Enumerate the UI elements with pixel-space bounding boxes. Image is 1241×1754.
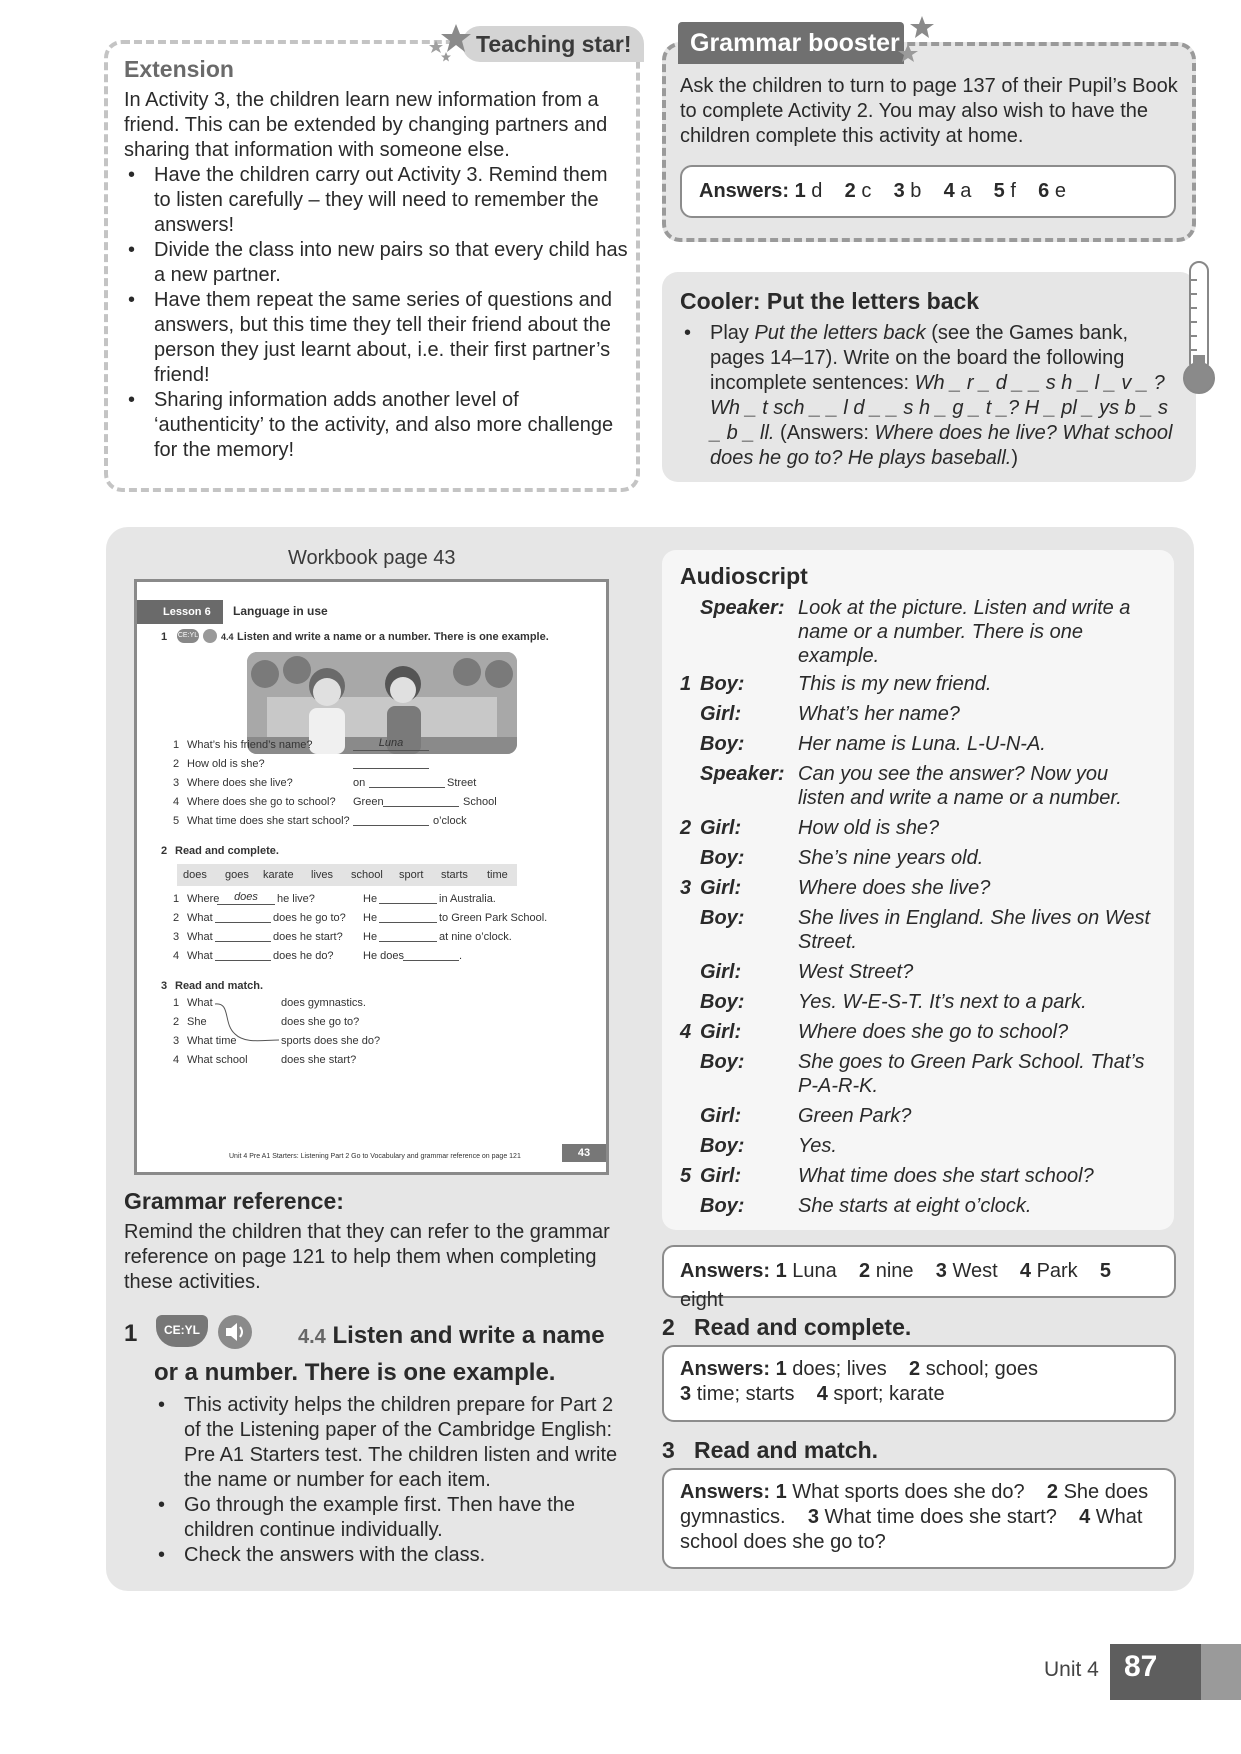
line-number: 3	[680, 877, 692, 899]
wb-ex3-right: does she go to?	[281, 1016, 360, 1028]
extension-bullets	[124, 163, 628, 463]
answer-value: school; goes	[925, 1358, 1038, 1380]
line-number: 5	[680, 1165, 692, 1187]
wb-post: Street	[447, 777, 477, 789]
activity1-title-text: Listen and write a name or a number. There is one example.	[154, 1322, 605, 1386]
activity1-bullet: • This activity helps the children prepare for Part 2 of the Listening paper of the Cambridge English: Pre A1 Starters test. The children listen and write the name or number for each item.	[154, 1393, 624, 1493]
answer-value: eight	[680, 1289, 724, 1311]
audioscript-line	[680, 1194, 1180, 1218]
wb-ex2-d: in Australia.	[439, 893, 496, 905]
wb-answer-example: Luna	[353, 736, 429, 751]
wb-q: How old is she?	[187, 758, 265, 770]
answer-num: 3	[680, 1383, 692, 1405]
line-text: This is my new friend.	[798, 673, 992, 695]
wb-ex2-c: He	[363, 912, 378, 924]
wb-post: o’clock	[433, 815, 467, 827]
wb-ex1-num: 1	[161, 631, 168, 643]
wb-word: karate	[263, 869, 294, 881]
grammar-reference-title: Grammar reference:	[124, 1188, 344, 1214]
speaker: Boy:	[700, 673, 745, 695]
wb-ex2-c: He	[363, 893, 378, 905]
answer-value: e	[1054, 180, 1066, 202]
wb-ex3-left: What time	[187, 1035, 237, 1047]
wb-ex2-fill: does	[217, 890, 275, 905]
audioscript-line	[680, 1104, 1180, 1128]
speaker: Boy:	[700, 847, 745, 869]
wb-q-num: 2	[173, 758, 180, 770]
extension-bullet: • Divide the class into new pairs so that every child has a new partner.	[124, 238, 628, 288]
wb-word-bank	[177, 864, 517, 886]
teaching-star-tab	[462, 26, 644, 62]
wb-ex2-a: Where	[187, 893, 220, 905]
answer-value: time; starts	[696, 1383, 795, 1405]
extension-intro: In Activity 3, the children learn new information from a friend. This can be extended by changing partners and sharing that information with someone else.	[124, 89, 608, 161]
audioscript-line	[680, 1164, 1180, 1188]
cooler-body	[680, 321, 1182, 471]
answer-value: does; lives	[792, 1358, 887, 1380]
answer-value: Luna	[792, 1260, 837, 1282]
wb-ex3-num-item: 1	[173, 997, 180, 1009]
audioscript-line	[680, 846, 1180, 870]
answer-num: 2	[859, 1260, 871, 1282]
wb-q: What time does she start school?	[187, 815, 350, 827]
wb-ex2-c: He	[363, 931, 378, 943]
wb-ex3-num-item: 2	[173, 1016, 180, 1028]
wb-ex3-num-item: 4	[173, 1054, 180, 1066]
speaker: Boy:	[700, 733, 745, 755]
lesson-title: Language in use	[233, 604, 328, 618]
answers-label: Answers:	[680, 1358, 771, 1380]
wb-ex2-item-num: 1	[173, 893, 180, 905]
answer-num: 2	[844, 180, 856, 202]
wb-word: school	[351, 869, 383, 881]
activity3-answers	[662, 1468, 1176, 1569]
extension-bullet: • Have them repeat the same series of questions and answers, but this time they tell their friend about the person they just learnt about, i.e. their first partner’s friend!	[124, 288, 628, 388]
wb-q-num: 5	[173, 815, 180, 827]
wb-pre: Green	[353, 796, 384, 808]
cooler-text: (see the Games bank, pages 14–17). Write on the board the following incomplete sentences:	[710, 322, 1129, 394]
activity1-bullet: • Go through the example first. Then have the children continue individually.	[154, 1493, 624, 1543]
answer-num: 5	[993, 180, 1005, 202]
answer-value: nine	[875, 1260, 914, 1282]
audioscript-line	[680, 596, 1180, 668]
activity1-answers	[662, 1245, 1176, 1311]
wb-ex3-right: does she start?	[281, 1054, 357, 1066]
line-number: 2	[680, 817, 692, 839]
audioscript-line	[680, 672, 1180, 696]
answer-value: b	[910, 180, 922, 202]
answer-num: 3	[935, 1260, 947, 1282]
wb-ex2-num: 2	[161, 845, 168, 857]
answers-label: Answers:	[680, 1260, 771, 1282]
extension-title: Extension	[124, 56, 234, 82]
cooler-bullets	[680, 321, 1182, 471]
workbook-page-image	[134, 579, 609, 1175]
activity2-title: Read and complete.	[693, 1314, 912, 1340]
line-text: How old is she?	[798, 817, 940, 839]
grammar-booster-body	[680, 74, 1180, 149]
wb-blank	[379, 930, 437, 942]
wb-blank	[379, 911, 437, 923]
wb-word: lives	[311, 869, 334, 881]
wb-blank	[215, 949, 271, 961]
line-text: Look at the picture. Listen and write a name or a number. There is one example.	[798, 597, 1131, 667]
speaker: Girl:	[700, 961, 742, 983]
activity1-bullet: • Check the answers with the class.	[154, 1543, 624, 1568]
wb-blank	[353, 814, 429, 826]
wb-blank	[353, 757, 429, 769]
line-text: Green Park?	[798, 1105, 912, 1127]
speaker: Boy:	[700, 1195, 745, 1217]
wb-q-num: 1	[173, 739, 180, 751]
answer-value: What sports does she do?	[792, 1481, 1025, 1503]
audioscript-line	[680, 990, 1180, 1014]
line-text: What’s her name?	[798, 703, 960, 725]
lesson-badge: Lesson 6	[137, 600, 223, 624]
speaker: Girl:	[700, 1105, 742, 1127]
speaker: Boy:	[700, 1051, 745, 1073]
answer-num: 2	[1046, 1481, 1058, 1503]
answer-value: Park	[1036, 1260, 1078, 1282]
wb-ex3-left: She	[187, 1016, 207, 1028]
extension-body	[124, 88, 628, 463]
speaker: Girl:	[700, 1021, 742, 1043]
answer-value: She does gymnastics.	[680, 1481, 1149, 1528]
wb-word: goes	[225, 869, 249, 881]
wb-word: starts	[441, 869, 468, 881]
answer-num: 4	[943, 180, 955, 202]
wb-ex3-num: 3	[161, 980, 168, 992]
speaker: Boy:	[700, 991, 745, 1013]
wb-ex2-b: he live?	[277, 893, 315, 905]
wb-blank	[379, 892, 437, 904]
line-text: Yes. W-E-S-T. It’s next to a park.	[798, 991, 1087, 1013]
cooler-bullet	[680, 321, 1182, 471]
answer-num: 3	[893, 180, 905, 202]
answer-num: 5	[1099, 1260, 1112, 1282]
wb-ex2-c: He does	[363, 950, 404, 962]
activity3-title: Read and match.	[693, 1437, 879, 1463]
wb-ex3-left: What school	[187, 1054, 248, 1066]
wb-q: What’s his friend’s name?	[187, 739, 313, 751]
audioscript-line	[680, 1134, 1180, 1158]
wb-post: School	[463, 796, 497, 808]
stars-icon	[428, 22, 472, 62]
wb-word: time	[487, 869, 508, 881]
answer-num: 3	[807, 1506, 819, 1528]
wb-match-line	[213, 998, 283, 1046]
page-number-tab	[1110, 1644, 1241, 1700]
answers-label: Answers:	[680, 1481, 771, 1503]
activity3-heading	[662, 1437, 878, 1464]
speaker: Girl:	[700, 877, 742, 899]
answer-value: What time does she start?	[824, 1506, 1057, 1528]
answer-value: c	[861, 180, 872, 202]
teaching-star-label: Teaching star!	[476, 31, 632, 57]
wb-ex2-d: to Green Park School.	[439, 912, 548, 924]
wb-word: does	[183, 869, 207, 881]
answer-value: sport; karate	[833, 1383, 945, 1405]
answer-num: 4	[1019, 1260, 1031, 1282]
speaker: Girl:	[700, 1165, 742, 1187]
wb-ex2-title: Read and complete.	[175, 845, 279, 857]
line-number: 1	[680, 673, 692, 695]
audioscript-line	[680, 762, 1180, 810]
line-number: 4	[680, 1021, 692, 1043]
speaker: Boy:	[700, 1135, 745, 1157]
line-text: She lives in England. She lives on West Street.	[798, 907, 1151, 953]
workbook-caption: Workbook page 43	[288, 547, 456, 569]
extension-bullet: • Have the children carry out Activity 3. Remind them to listen carefully – they will need to remember the answers!	[124, 163, 628, 238]
activity1-bullets	[154, 1393, 624, 1568]
cooler-title: Cooler: Put the letters back	[680, 288, 980, 314]
answer-value: f	[1010, 180, 1016, 202]
wb-ex3-left: What	[187, 997, 213, 1009]
answer-value: West	[952, 1260, 998, 1282]
cooler-play: Play	[710, 322, 749, 344]
activity2-number: 2	[662, 1314, 675, 1340]
wb-blank	[383, 795, 459, 807]
speaker: Girl:	[700, 703, 742, 725]
audioscript-line	[680, 702, 1180, 726]
wb-ex2-item-num: 4	[173, 950, 180, 962]
line-text: Can you see the answer? Now you listen and write a name or a number.	[798, 763, 1122, 809]
grammar-booster-answers	[680, 165, 1176, 218]
speaker: Speaker:	[700, 597, 785, 619]
wb-ex2-b: does he start?	[273, 931, 343, 943]
page-number: 87	[1124, 1650, 1158, 1683]
unit-label: Unit 4	[1044, 1658, 1099, 1681]
wb-ex3-right: does gymnastics.	[281, 997, 366, 1009]
line-text: Yes.	[798, 1135, 837, 1157]
wb-ex2-a: What	[187, 912, 213, 924]
answer-num: 4	[816, 1383, 828, 1405]
wb-blank	[403, 949, 459, 961]
audioscript-line	[680, 816, 1180, 840]
answer-num: 1	[775, 1358, 787, 1380]
line-text: She’s nine years old.	[798, 847, 984, 869]
wb-ex2-d: at nine o’clock.	[439, 931, 512, 943]
wb-ex2-a: What	[187, 950, 213, 962]
line-text: Her name is Luna. L-U-N-A.	[798, 733, 1046, 755]
audioscript-line	[680, 732, 1180, 756]
wb-ex2-item-num: 3	[173, 931, 180, 943]
activity1-title	[154, 1318, 624, 1390]
answer-value: a	[960, 180, 972, 202]
line-text: Where does she live?	[798, 877, 991, 899]
wb-ex2-item-num: 2	[173, 912, 180, 924]
answer-num: 1	[794, 180, 806, 202]
wb-q-num: 3	[173, 777, 180, 789]
cooler-game-name: Put the letters back	[754, 322, 926, 344]
wb-ex2-b: does he go to?	[273, 912, 346, 924]
grammar-booster-label: Grammar booster	[690, 29, 900, 57]
activity1-track: 4.4	[298, 1326, 326, 1348]
cooler-answers-close: )	[1011, 447, 1018, 469]
audioscript-title: Audioscript	[680, 563, 808, 589]
line-text: She starts at eight o’clock.	[798, 1195, 1032, 1217]
wb-pre: on	[353, 777, 366, 789]
audioscript-line	[680, 906, 1180, 954]
wb-page-number: 43	[562, 1144, 606, 1162]
line-text: Where does she go to school?	[798, 1021, 1069, 1043]
cooler-answers-text: Where does he live? What school does he go to? He plays baseball.	[710, 422, 1173, 469]
wb-q: Where does she live?	[187, 777, 293, 789]
extension-bullet: • Sharing information adds another level of ‘authenticity’ to the activity, and also more challenge for the memory!	[124, 388, 628, 463]
wb-ceyl-badge: CE:YL	[177, 629, 199, 643]
wb-word: sport	[399, 869, 424, 881]
stars-icon	[896, 14, 936, 62]
audioscript-line	[680, 1020, 1180, 1044]
answer-num: 2	[909, 1358, 921, 1380]
cooler-puzzle: Wh _ r _ d _ _ s h _ l _ v _ ? Wh _ t sch _ _ l d _ _ s h _ g _ t _? H _ pl _ ys b _ s _ b _ ll.	[710, 372, 1169, 444]
wb-audio-icon	[203, 629, 217, 643]
grammar-reference-body	[124, 1220, 624, 1295]
wb-ex3-title: Read and match.	[175, 980, 264, 992]
wb-footer: Unit 4 Pre A1 Starters: Listening Part 2 Go to Vocabulary and grammar reference on page 121	[229, 1153, 521, 1160]
grammar-booster-tab	[678, 22, 904, 64]
wb-ex2-b: does he do?	[273, 950, 334, 962]
answer-value: d	[811, 180, 823, 202]
line-text: West Street?	[798, 961, 914, 983]
activity2-answers	[662, 1345, 1176, 1422]
speaker: Speaker:	[700, 763, 785, 785]
thermometer-icon	[1180, 260, 1218, 396]
wb-ex2-d: .	[459, 950, 463, 962]
speaker: Girl:	[700, 817, 742, 839]
audioscript-line	[680, 1050, 1180, 1098]
wb-blank	[369, 776, 445, 788]
ceyl-badge: CE:YL	[156, 1315, 208, 1347]
wb-ex2-a: What	[187, 931, 213, 943]
line-text: She goes to Green Park School. That’s P-A-R-K.	[798, 1051, 1145, 1097]
answer-num: 4	[1079, 1506, 1091, 1528]
wb-blank	[215, 930, 271, 942]
answer-num: 1	[775, 1481, 787, 1503]
line-text: What time does she start school?	[798, 1165, 1094, 1187]
wb-ex3-right: sports does she do?	[281, 1035, 381, 1047]
wb-ex1-title: Listen and write a name or a number. There is one example.	[237, 631, 549, 643]
answers-label: Answers:	[699, 180, 790, 202]
activity1-number: 1	[124, 1320, 138, 1347]
speaker: Boy:	[700, 907, 745, 929]
wb-blank	[215, 911, 271, 923]
grammar-reference-text: Remind the children that they can refer to the grammar reference on page 121 to help them when completing these activities.	[124, 1221, 610, 1293]
audioscript-line	[680, 960, 1180, 984]
activity3-number: 3	[662, 1437, 675, 1463]
activity2-heading	[662, 1314, 911, 1341]
answer-num: 6	[1038, 180, 1050, 202]
wb-ex3-num-item: 3	[173, 1035, 180, 1047]
wb-ex1-track: 4.4	[221, 632, 234, 642]
cooler-answers-open: (Answers:	[780, 422, 869, 444]
wb-q: Where does she go to school?	[187, 796, 336, 808]
audioscript-line	[680, 876, 1180, 900]
answer-num: 1	[775, 1260, 787, 1282]
grammar-booster-text: Ask the children to turn to page 137 of their Pupil’s Book to complete Activity 2. You may also wish to have the children complete this activity at home.	[680, 75, 1178, 147]
wb-q-num: 4	[173, 796, 180, 808]
answer-value: What school does she go to?	[680, 1506, 1143, 1553]
